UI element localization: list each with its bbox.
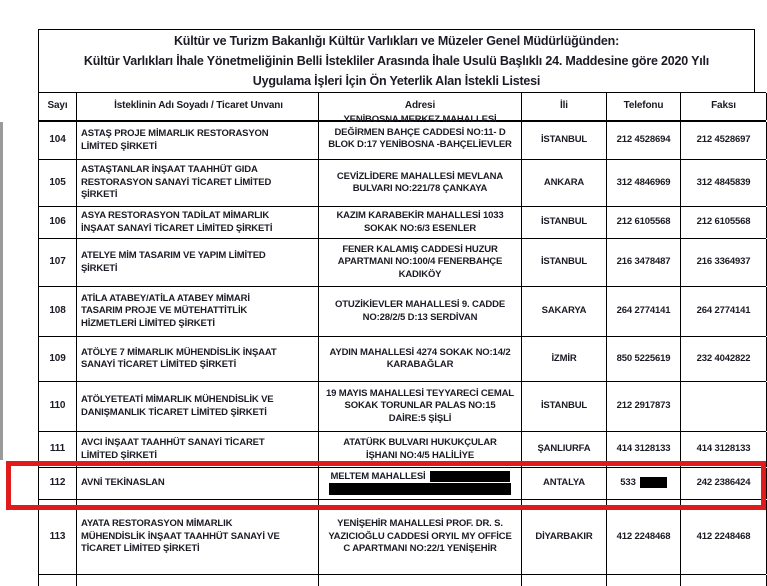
header-cell-tel: [607, 93, 681, 120]
city-value: ŞANLIURFA: [537, 443, 591, 455]
phone-cell: [607, 500, 681, 574]
table-row: [39, 382, 766, 432]
address-line: [328, 531, 511, 544]
row-number: 108: [49, 305, 66, 317]
address-line: [387, 359, 454, 372]
header-label: Faksı: [711, 100, 736, 112]
row-number-cell: [39, 287, 77, 336]
row-number-cell: [39, 207, 77, 238]
address-text: KARABAĞLAR: [386, 359, 454, 370]
address-text: BULVARI NO:221/78 ÇANKAYA: [352, 183, 488, 194]
phone-text: 414 3128133: [616, 443, 671, 455]
phone-cell: [607, 122, 681, 159]
row-number-cell: [39, 500, 77, 574]
city-cell: [522, 160, 607, 206]
address-line: [353, 183, 488, 196]
address-line: [363, 312, 478, 325]
city-cell: [522, 432, 607, 467]
address-text: SOKAK NO:6/3 ESENLER: [363, 222, 477, 234]
phone-value: [620, 477, 666, 490]
row-number: 113: [49, 530, 66, 542]
table-row: [39, 160, 766, 207]
header-cell-ili: [522, 93, 607, 120]
phone-value: [617, 531, 671, 544]
fax-value: 212 6105568: [696, 216, 751, 228]
row-number: 107: [49, 256, 66, 268]
city-cell: [522, 382, 607, 431]
city-value: ANTALYA: [543, 477, 585, 489]
redaction-box: [640, 477, 667, 488]
name-line: SANAYİ TİCARET LİMİTED ŞİRKETİ: [81, 359, 237, 370]
name-line: AYATA RESTORASYON MİMARLIK: [81, 518, 233, 530]
fax-value: 216 3364937: [696, 256, 751, 268]
empty-cell: [319, 575, 522, 586]
address-cell: [319, 432, 522, 467]
phone-text: 412 2248468: [616, 530, 671, 542]
phone-text: 216 3478487: [616, 256, 671, 268]
fax-value: 312 4845839: [696, 176, 751, 188]
name-line: AVNİ TEKİNASLAN: [81, 477, 165, 489]
row-number: 104: [49, 134, 66, 146]
address-line: [345, 400, 496, 413]
address-text: YENİŞEHİR MAHALLESİ PROF. DR. S.: [337, 518, 503, 530]
row-number: 111: [49, 443, 66, 455]
applicant-name-cell: [77, 382, 319, 431]
address-text: C APARTMANI NO:22/1 YENİŞEHİR: [343, 543, 497, 555]
name-line: ŞİRKETİ: [81, 262, 118, 274]
fax-cell: [681, 432, 767, 467]
city-value: İSTANBUL: [540, 134, 588, 146]
address-cell: [319, 160, 522, 206]
phone-text: 264 2774141: [616, 305, 671, 317]
address-line: [329, 483, 511, 496]
table-row: [39, 207, 766, 239]
name-line: ATİLA ATABEY/ATİLA ATABEY MİMARİ: [81, 292, 250, 304]
row-number-cell: [39, 432, 77, 467]
redaction-box: [430, 471, 510, 482]
address-line: [338, 256, 502, 269]
row-number-cell: [39, 122, 77, 159]
row-number-cell: [39, 239, 77, 286]
fax-cell: [681, 239, 767, 286]
fax-cell: [681, 207, 767, 238]
name-line: DANIŞMANLIK TİCARET LİMİTED ŞİRKETİ: [81, 406, 267, 418]
address-text: ATATÜRK BULVARI HUKUKÇULAR: [343, 437, 497, 448]
phone-cell: [607, 287, 681, 336]
fax-cell: [681, 500, 767, 574]
phone-text: 212 4528694: [616, 134, 671, 146]
address-line: [343, 543, 496, 556]
address-cell: [319, 287, 522, 336]
table-row: [39, 114, 766, 160]
name-line: ASYA RESTORASYON TADİLAT MİMARLIK: [81, 210, 270, 221]
name-line: ATÖLYETEATİ MİMARLIK MÜHENDİSLİK VE: [81, 394, 274, 405]
empty-cell: [522, 575, 607, 586]
address-line: [334, 127, 505, 140]
applicant-name-cell: [77, 287, 319, 336]
phone-cell: [607, 382, 681, 431]
address-text: KAZIM KARABEKİR MAHALLESİ 1033: [336, 210, 504, 221]
name-line: RESTORASYON SANAYİ TİCARET LİMİTED: [81, 176, 272, 188]
name-line: ATÖLYE 7 MİMARLIK MÜHENDİSLİK İNŞAAT: [81, 346, 277, 358]
address-cell: [319, 239, 522, 286]
fax-cell: [681, 287, 767, 336]
page-edge-strip: [0, 122, 3, 460]
address-line: [330, 471, 509, 484]
phone-text: 312 4846969: [616, 176, 671, 188]
name-line: LİMİTED ŞİRKETİ: [81, 140, 157, 152]
title-line-3: Uygulama İşleri İçin Ön Yeterlik Alan İstekli Listesi: [252, 74, 541, 88]
applicant-name-cell: [77, 122, 319, 159]
header-label: İli: [560, 100, 568, 112]
fax-cell: [681, 337, 767, 381]
phone-cell: [607, 468, 681, 499]
header-label: Sayı: [47, 100, 68, 112]
fax-cell: [681, 160, 767, 206]
address-text: FENER KALAMIŞ CADDESİ HUZUR: [342, 243, 498, 255]
city-cell: [522, 500, 607, 574]
phone-value: [617, 400, 671, 413]
applicant-name-cell: [77, 207, 319, 238]
address-text: CEVİZLİDERE MAHALLESİ MEVLANA: [336, 170, 504, 182]
applicant-name-cell: [77, 160, 319, 206]
applicant-name-cell: [77, 239, 319, 286]
address-cell: [319, 500, 522, 574]
phone-text: 212 2917873: [616, 400, 671, 412]
fax-value: 212 4528697: [696, 134, 751, 146]
address-text: 19 MAYIS MAHALLESİ TEYYARECİ CEMAL: [326, 387, 514, 399]
address-line: [342, 244, 497, 257]
city-cell: [522, 122, 607, 159]
address-line: [337, 171, 503, 184]
name-line: ASTAŞTANLAR İNŞAAT TAAHHÜT GIDA: [81, 164, 258, 176]
city-value: ANKARA: [543, 176, 585, 188]
city-cell: [522, 287, 607, 336]
empty-cell: [77, 575, 319, 586]
applicant-name-cell: [77, 337, 319, 381]
address-text: SOKAK TORUNLAR PALAS NO:15: [344, 400, 496, 412]
table-row: [39, 500, 766, 575]
header-cell-fax: [681, 93, 767, 120]
phone-value: [617, 353, 671, 366]
row-number: 110: [49, 400, 66, 412]
fax-cell: [681, 382, 767, 431]
address-text: DAİRE:5 ŞİŞLİ: [388, 412, 452, 424]
empty-cell: [607, 575, 681, 586]
phone-value: [617, 443, 671, 456]
phone-value: [617, 177, 671, 190]
address-line: [389, 413, 451, 426]
address-cell: [319, 207, 522, 238]
name-line: LİMİTED ŞİRKETİ: [81, 449, 157, 461]
table-row: [39, 337, 766, 382]
empty-cell: [39, 575, 77, 586]
table-row: [39, 287, 766, 337]
address-text: İŞHANI NO:4/5 HALİLİYE: [365, 449, 475, 461]
title-line-2: Kültür Varlıkları İhale Yönetmeliğinin Belli İstekliler Arasında İhale Usulü Başlıklı 24. Maddesine göre 2020 Yılı: [83, 54, 710, 68]
redaction-box: [329, 483, 511, 495]
address-text: BLOK D:17 YENİBOSNA -BAHÇELİEVLER: [328, 139, 512, 150]
header-label: Telefonu: [623, 100, 664, 112]
header-label: İsteklinin Adı Soyadı / Ticaret Unvanı: [114, 100, 283, 112]
phone-cell: [607, 207, 681, 238]
fax-value: 232 4042822: [696, 352, 751, 364]
phone-value: [617, 305, 671, 318]
address-text: KADIKÖY: [398, 268, 442, 280]
phone-cell: [607, 160, 681, 206]
title-line-1: Kültür ve Turizm Bakanlığı Kültür Varlıkları ve Müzeler Genel Müdürlüğünden:: [173, 34, 620, 48]
address-cell: [319, 114, 522, 159]
row-number-cell: [39, 160, 77, 206]
address-cell: [319, 337, 522, 381]
address-cell: [319, 468, 522, 499]
address-line: [343, 437, 497, 450]
city-value: İSTANBUL: [540, 400, 588, 412]
row-number-cell: [39, 337, 77, 381]
fax-value: 414 3128133: [696, 443, 751, 455]
applicants-table: [38, 92, 766, 586]
phone-text: 212 6105568: [616, 216, 671, 228]
city-value: DİYARBAKIR: [535, 530, 593, 542]
row-number: 106: [49, 216, 66, 228]
address-line: [366, 450, 474, 463]
empty-cell: [681, 575, 767, 586]
fax-value: 412 2248468: [696, 530, 751, 542]
address-text: MELTEM MAHALLESİ: [330, 470, 426, 482]
table-row: [39, 432, 766, 468]
fax-value: 242 2386424: [696, 477, 751, 489]
address-cell: [319, 382, 522, 431]
applicant-name-cell: [77, 500, 319, 574]
name-line: MÜHENDİSLİK İNŞAAT TAAHHÜT SANAYİ VE: [81, 530, 280, 542]
address-line: [364, 223, 476, 236]
name-line: ŞİRKETİ: [81, 189, 118, 201]
table-row: [39, 468, 766, 500]
address-text: OTUZİKİEVLER MAHALLESİ 9. CADDE: [334, 299, 506, 310]
table-row: [39, 239, 766, 287]
name-line: TİCARET LİMİTED ŞİRKETİ: [81, 543, 200, 555]
address-text: DEĞİRMEN BAHÇE CADDESİ NO:11- D: [334, 126, 506, 138]
row-number-cell: [39, 468, 77, 499]
city-value: SAKARYA: [541, 305, 587, 317]
fax-cell: [681, 122, 767, 159]
name-line: ASTAŞ PROJE MİMARLIK RESTORASYON: [81, 128, 269, 139]
header-cell-name: [77, 93, 319, 120]
document-title: [38, 29, 755, 92]
row-number: 112: [49, 477, 66, 489]
applicant-name-cell: [77, 432, 319, 467]
address-text: NO:28/2/5 D:13 SERDİVAN: [362, 311, 478, 323]
row-number: 109: [49, 352, 66, 364]
address-line: [328, 139, 512, 152]
phone-value: [617, 134, 671, 147]
address-clipped-line: YENİBOSNA MERKEZ MAHALLESİ: [343, 114, 497, 125]
city-value: İSTANBUL: [540, 216, 588, 228]
fax-value: 264 2774141: [696, 305, 751, 317]
city-cell: [522, 468, 607, 499]
city-cell: [522, 207, 607, 238]
phone-text: 850 5225619: [616, 352, 671, 364]
header-cell-sayi: [39, 93, 77, 120]
address-line: [326, 388, 514, 401]
header-label: Adresi: [404, 100, 436, 112]
name-line: HİZMETLERİ LİMİTED ŞİRKETİ: [81, 317, 215, 329]
address-line: [336, 210, 503, 223]
row-number-cell: [39, 382, 77, 431]
fax-cell: [681, 468, 767, 499]
address-text: APARTMANI NO:100/4 FENERBAHÇE: [337, 256, 503, 268]
address-line: [399, 269, 442, 282]
phone-cell: [607, 239, 681, 286]
phone-value: [617, 216, 671, 229]
address-text: YAZICIOĞLU CADDESİ ORYIL MY OFFİCE: [328, 530, 512, 542]
phone-cell: [607, 432, 681, 467]
phone-text: 533: [620, 477, 636, 489]
city-cell: [522, 239, 607, 286]
address-line: [337, 518, 503, 531]
city-cell: [522, 337, 607, 381]
table-row-partial: [39, 575, 766, 586]
city-value: İSTANBUL: [540, 256, 588, 268]
city-value: İZMİR: [551, 352, 577, 364]
name-line: TASARIM PROJE VE MÜTEHATTİTLİK: [81, 305, 248, 317]
phone-cell: [607, 337, 681, 381]
name-line: ATELYE MİM TASARIM VE YAPIM LİMİTED: [81, 250, 266, 261]
phone-value: [617, 256, 671, 269]
name-line: İNŞAAT SANAYİ TİCARET LİMİTED ŞİRKETİ: [81, 222, 273, 234]
name-line: AVCI İNŞAAT TAAHHÜT SANAYİ TİCARET: [81, 437, 265, 448]
applicant-name-cell: [77, 468, 319, 499]
address-text: AYDIN MAHALLESİ 4274 SOKAK NO:14/2: [329, 346, 511, 358]
row-number: 105: [49, 176, 66, 188]
address-line: [335, 299, 505, 312]
address-line: [330, 347, 511, 360]
